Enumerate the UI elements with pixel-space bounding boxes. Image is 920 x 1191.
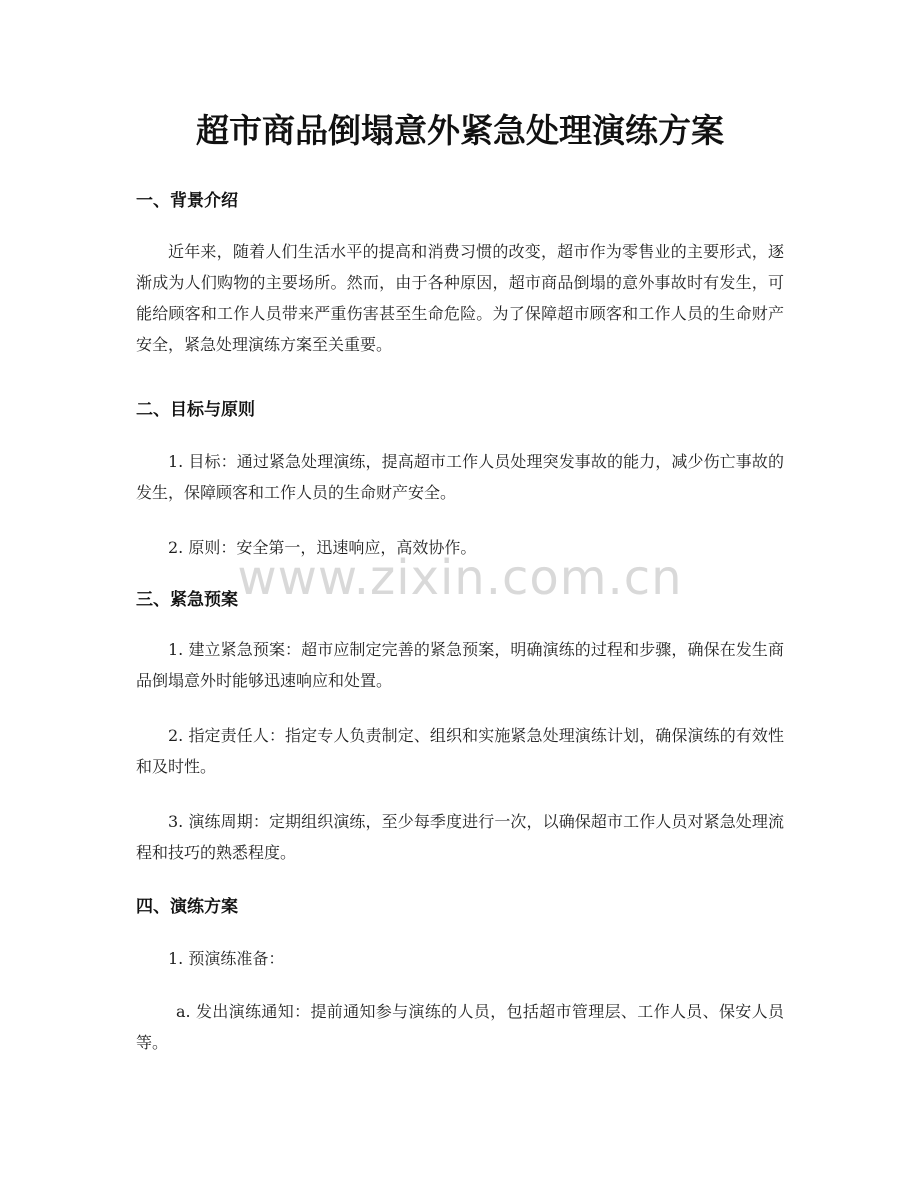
paragraph-goal: 1. 目标：通过紧急处理演练，提高超市工作人员处理突发事故的能力，减少伤亡事故的发生，保障顾客和工作人员的生命财产安全。 xyxy=(136,452,784,502)
section-heading-background: 一、背景介绍 xyxy=(136,191,238,211)
paragraph-drill-cycle: 3. 演练周期：定期组织演练，至少每季度进行一次，以确保超市工作人员对紧急处理流程和技巧的熟悉程度。 xyxy=(136,812,784,862)
paragraph-principle: 2. 原则：安全第一，迅速响应，高效协作。 xyxy=(168,538,477,557)
paragraph-background: 近年来，随着人们生活水平的提高和消费习惯的改变，超市作为零售业的主要形式，逐渐成为人们购物的主要场所。然而，由于各种原因，超市商品倒塌的意外事故时有发生，可能给顾客和工作人员带来严重伤害甚至生命危险。为了保障超市顾客和工作人员的生命财产安全，紧急处理演练方案至关重要。 xyxy=(136,242,784,354)
paragraph-establish-plan: 1. 建立紧急预案：超市应制定完善的紧急预案，明确演练的过程和步骤，确保在发生商品倒塌意外时能够迅速响应和处置。 xyxy=(136,640,784,690)
section-heading-drill-plan: 四、演练方案 xyxy=(136,897,238,917)
section-heading-goals: 二、目标与原则 xyxy=(136,400,255,420)
section-heading-emergency-plan: 三、紧急预案 xyxy=(136,590,238,610)
document-title: 超市商品倒塌意外紧急处理演练方案 xyxy=(196,111,724,150)
paragraph-drill-notice: a. 发出演练通知：提前通知参与演练的人员，包括超市管理层、工作人员、保安人员等。 xyxy=(136,1002,784,1052)
paragraph-responsible-person: 2. 指定责任人：指定专人负责制定、组织和实施紧急处理演练计划，确保演练的有效性和及时性。 xyxy=(136,726,784,776)
watermark: www.zixin.com.cn xyxy=(237,550,683,606)
paragraph-pre-drill: 1. 预演练准备： xyxy=(168,949,285,968)
